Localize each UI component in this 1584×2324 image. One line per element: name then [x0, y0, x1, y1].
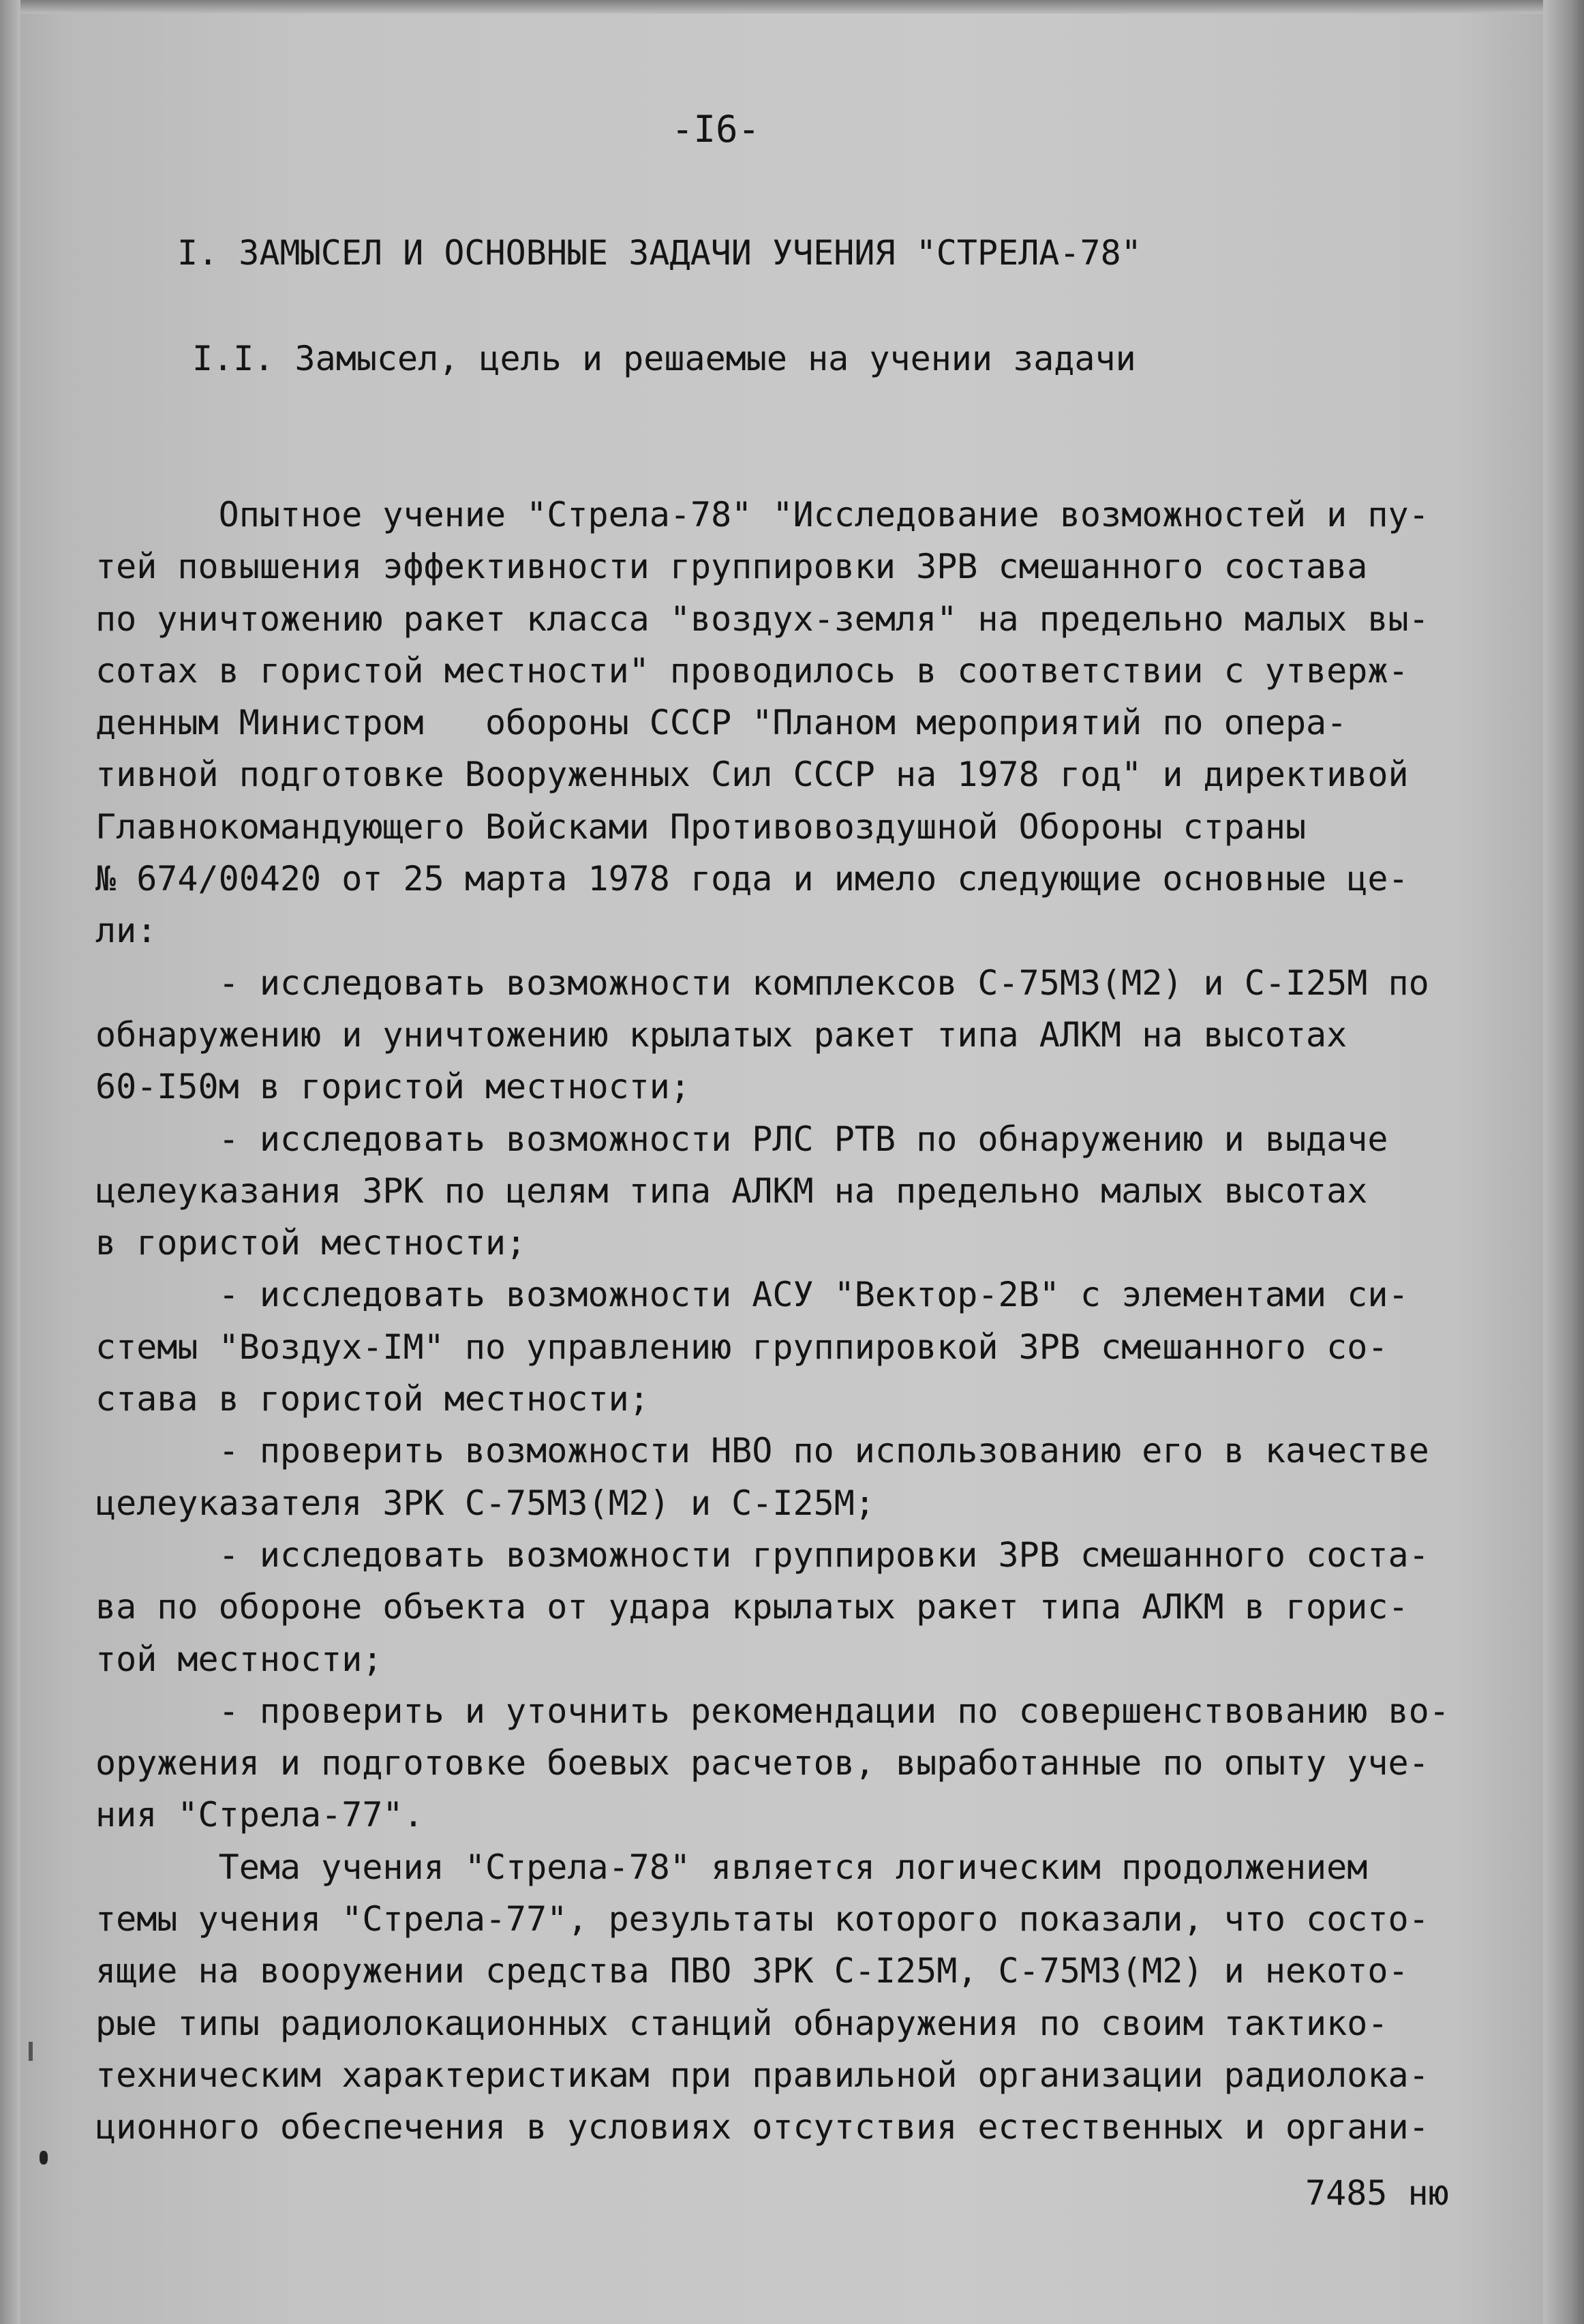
body-line: оружения и подготовке боевых расчетов, выработанные по опыту уче-	[95, 1743, 1429, 1783]
body-line: в гористой местности;	[95, 1223, 527, 1263]
body-line: - исследовать возможности группировки ЗРВ смешанного соста-	[95, 1535, 1429, 1575]
body-line: ва по обороне объекта от удара крылатых ракет типа АЛКМ в горис-	[95, 1587, 1409, 1627]
subsection-heading: I.I. Замысел, цель и решаемые на учении задачи	[192, 339, 1136, 378]
body-line: става в гористой местности;	[95, 1379, 650, 1419]
body-line: денным Министром обороны СССР "Планом мероприятий по опера-	[95, 703, 1347, 743]
body-line: ционного обеспечения в условиях отсутствия естественных и органи-	[95, 2107, 1429, 2147]
scan-mark	[40, 2151, 48, 2164]
body-line: целеуказателя ЗРК С-75МЗ(М2) и С-I25М;	[95, 1483, 875, 1523]
body-line: - проверить возможности НВО по использованию его в качестве	[95, 1431, 1429, 1471]
body-line: темы учения "Стрела-77", результаты которого показали, что состо-	[95, 1899, 1429, 1940]
body-line: сотах в гористой местности" проводилось в соответствии с утверж-	[95, 650, 1409, 691]
body-line: - исследовать возможности АСУ "Вектор-2В" с элементами си-	[95, 1275, 1409, 1315]
body-line: рые типы радиолокационных станций обнаружения по своим тактико-	[95, 2003, 1388, 2043]
body-line: обнаружению и уничтожению крылатых ракет типа АЛКМ на высотах	[95, 1014, 1347, 1055]
page-number: -I6-	[671, 108, 761, 151]
body-line: тей повышения эффективности группировки ЗРВ смешанного состава	[95, 547, 1368, 587]
footer-mark: 7485 ню	[1305, 2173, 1449, 2213]
body-line: Опытное учение "Стрела-78" "Исследование возможностей и пу-	[95, 495, 1429, 534]
body-line: - исследовать возможности РЛС РТВ по обнаружению и выдаче	[95, 1119, 1388, 1159]
body-line: ния "Стрела-77".	[95, 1795, 424, 1835]
body-line: № 674/00420 от 25 марта 1978 года и имело следующие основные це-	[95, 859, 1409, 899]
body-line: 60-I50м в гористой местности;	[95, 1067, 690, 1107]
body-line: Главнокомандующего Войсками Противовоздушной Обороны страны	[95, 806, 1307, 847]
scan-mark	[29, 2042, 33, 2061]
body-line: той местности;	[95, 1639, 383, 1679]
body-line: Тема учения "Стрела-78" является логическим продолжением	[95, 1847, 1368, 1887]
body-line: тивной подготовке Вооруженных Сил СССР на 1978 год" и директивой	[95, 755, 1409, 795]
body-line: стемы "Воздух-IМ" по управлению группировкой ЗРВ смешанного со-	[95, 1327, 1388, 1367]
body-line: целеуказания ЗРК по целям типа АЛКМ на предельно малых высотах	[95, 1171, 1368, 1211]
body-line: по уничтожению ракет класса "воздух-земля" на предельно малых вы-	[95, 599, 1429, 639]
body-line: - проверить и уточнить рекомендации по совершенствованию во-	[95, 1691, 1450, 1731]
scan-left-edge	[0, 0, 20, 2324]
body-line: - исследовать возможности комплексов С-75МЗ(М2) и С-I25М по	[95, 963, 1429, 1003]
body-text	[95, 489, 1493, 2154]
scan-right-edge	[1543, 0, 1584, 2324]
scan-top-edge	[0, 0, 1584, 14]
body-line: ящие на вооружении средства ПВО ЗРК С-I25М, С-75МЗ(М2) и некото-	[95, 1951, 1409, 1991]
section-heading: I. ЗАМЫСЕЛ И ОСНОВНЫЕ ЗАДАЧИ УЧЕНИЯ "СТРЕЛА-78"	[177, 233, 1142, 273]
body-line: ли:	[95, 911, 157, 951]
body-line: техническим характеристикам при правильной организации радиолока-	[95, 2055, 1429, 2095]
